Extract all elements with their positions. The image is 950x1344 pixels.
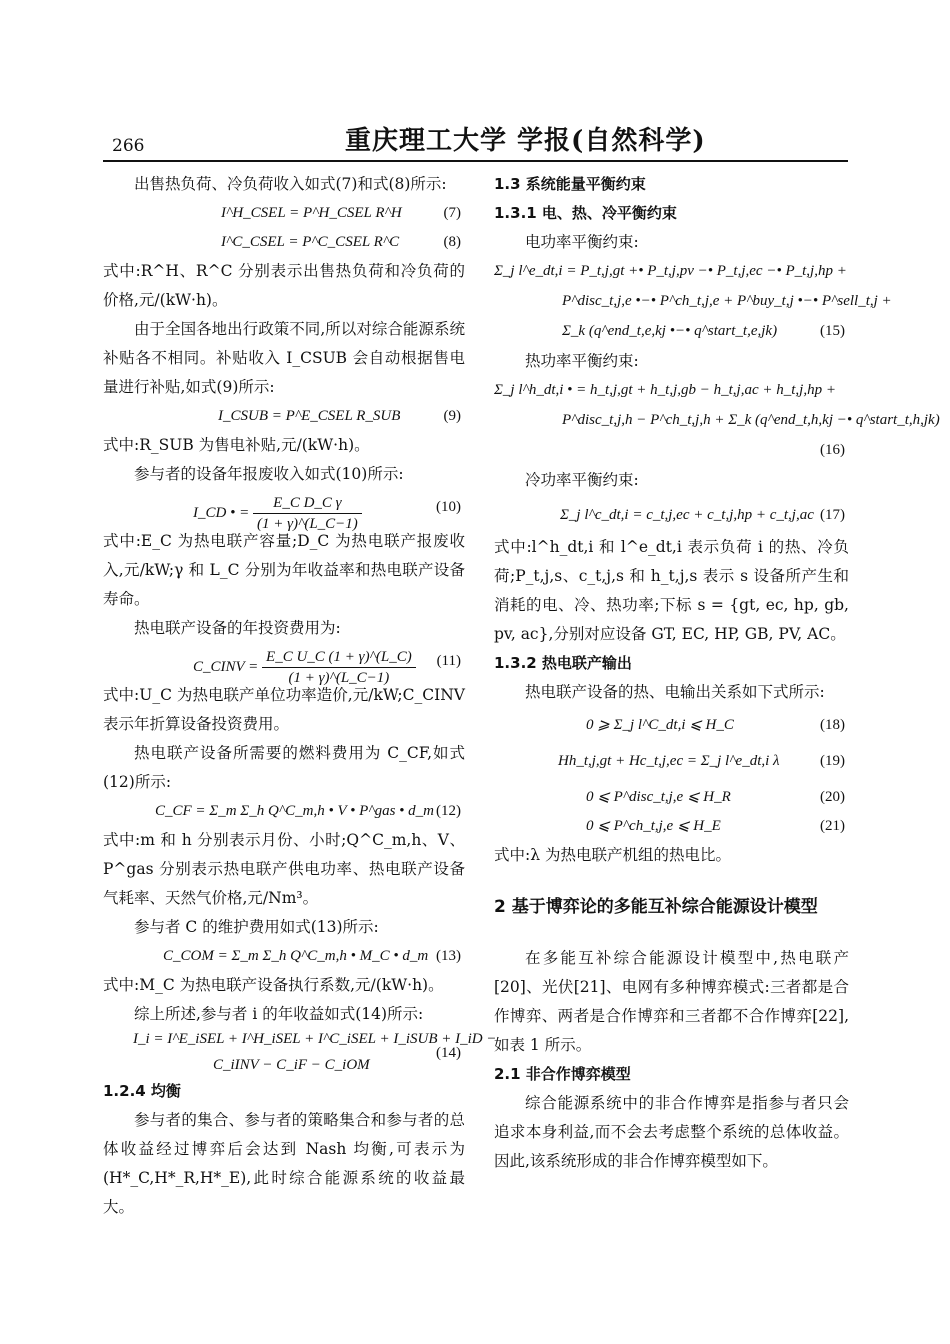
fraction-denominator: (1 + γ)^(L_C−1)	[256, 516, 358, 532]
equation-number: (19)	[820, 753, 845, 769]
paragraph: 由于全国各地出行政策不同,所以对综合能源系统补贴各不相同。补贴收入 I_CSUB 会自动根据售电量进行补贴,如式(9)所示:	[103, 320, 465, 396]
subsection-heading: 2.1 非合作博弈模型	[494, 1065, 631, 1083]
equation-number: (17)	[820, 507, 845, 523]
equation-8	[103, 228, 465, 257]
equation-19	[494, 745, 849, 783]
equation-body: I^H_CSEL = P^H_CSEL R^H	[221, 205, 402, 221]
paragraph: 式中:m 和 h 分别表示月份、小时;Q^C_m,h、V、P^gas 分别表示热电联产供电功率、热电联产设备气耗率、天然气价格,元/Nm³。	[103, 831, 465, 907]
equation-9	[103, 402, 465, 431]
paragraph: 在多能互补综合能源设计模型中,热电联产[20]、光伏[21]、电网有多种博弈模式:三者都是合作博弈、两者是合作博弈和三者都不合作博弈[22],如表 1 所示。	[494, 949, 849, 1054]
equation-number: (11)	[436, 653, 461, 669]
page-number: 266	[112, 136, 145, 156]
subsection-heading: 1.3.2 热电联产输出	[494, 654, 632, 672]
equation-body: I_CSUB = P^E_CSEL R_SUB	[218, 408, 401, 424]
equation-number: (20)	[820, 789, 845, 805]
paragraph: 式中:λ 为热电联产机组的热电比。	[494, 846, 731, 864]
equation-number: (21)	[820, 818, 845, 834]
equation-10	[103, 489, 465, 532]
equation-body: C_CF = Σ_m Σ_h Q^C_m,h • V • P^gas • d_m	[155, 803, 435, 819]
paragraph: 出售热负荷、冷负荷收入如式(7)和式(8)所示:	[134, 175, 447, 193]
equation-body: 0 ⩽ P^ch_t,j,e ⩽ H_E	[586, 818, 721, 834]
right-column	[494, 170, 940, 1176]
equation-15	[494, 257, 892, 347]
equation-number: (8)	[443, 234, 461, 250]
paragraph: 式中:R_SUB 为售电补贴,元/(kW·h)。	[103, 436, 370, 454]
spacer	[494, 922, 849, 944]
paragraph: 综合能源系统中的非合作博弈是指参与者只会追求本身利益,而不会去考虑整个系统的总体收益。因此,该系统形成的非合作博弈模型如下。	[494, 1094, 849, 1170]
equation-body: 0 ⩽ P^disc_t,j,e ⩽ H_R	[586, 789, 731, 805]
equation-number: (7)	[443, 205, 461, 221]
equation-body: Σ_j l^h_dt,i • = h_t,j,gt + h_t,j,gb − h_t,j,ac + h_t,j,hp +	[494, 382, 836, 398]
equation-number: (14)	[436, 1045, 461, 1061]
fraction-denominator: (1 + γ)^(L_C−1)	[288, 670, 390, 686]
paragraph: 式中:l^h_dt,i 和 l^e_dt,i 表示负荷 i 的热、冷负荷;P_t,j,s、c_t,j,s 和 h_t,j,s 表示 s 设备所产生和消耗的电、冷、热功率;下标 s = {gt, ec, hp, gb, pv, ac},分别对应设备 GT, EC, HP, GB, PV, AC。	[494, 538, 849, 643]
paragraph: 热功率平衡约束:	[525, 352, 639, 370]
paragraph: 热电联产设备所需要的燃料费用为 C_CF,如式(12)所示:	[103, 744, 465, 791]
subsection-heading: 1.2.4 均衡	[103, 1082, 181, 1100]
paragraph: 综上所述,参与者 i 的年收益如式(14)所示:	[134, 1005, 424, 1023]
left-column	[103, 170, 497, 1222]
equation-body: I_i = I^E_iSEL + I^H_iSEL + I^C_iSEL + I_iSUB + I_iD −	[133, 1031, 497, 1047]
paragraph: 参与者的集合、参与者的策略集合和参与者的总体收益经过博弈后会达到 Nash 均衡,可表示为(H*_C,H*_R,H*_E),此时综合能源系统的收益最大。	[103, 1111, 465, 1216]
equation-13	[103, 942, 465, 971]
equation-body-continued: Σ_k (q^end_t,e,kj •−• q^start_t,e,jk)	[562, 323, 778, 339]
equation-body: 0 ⩾ Σ_j l^C_dt,i ⩽ H_C	[586, 717, 734, 733]
journal-title: 重庆理工大学 学报(自然科学)	[345, 126, 706, 156]
equation-7	[103, 199, 465, 228]
subsection-heading: 1.3.1 电、热、冷平衡约束	[494, 204, 677, 222]
fraction	[262, 647, 416, 688]
paragraph: 式中:E_C 为热电联产容量;D_C 为热电联产报废收入,元/kW;γ 和 L_C 分别为年收益率和热电联产设备寿命。	[103, 532, 465, 608]
equation-21	[494, 812, 849, 841]
paragraph: 热电联产设备的热、电输出关系如下式所示:	[525, 683, 825, 701]
equation-lhs: I_CD • =	[193, 504, 250, 521]
section-heading: 1.3 系统能量平衡约束	[494, 175, 646, 193]
paragraph: 参与者的设备年报废收入如式(10)所示:	[134, 465, 404, 483]
paragraph: 式中:M_C 为热电联产设备执行系数,元/(kW·h)。	[103, 976, 444, 994]
equation-number: (12)	[436, 803, 461, 819]
equation-20	[494, 783, 849, 812]
equation-number: (15)	[820, 323, 845, 339]
spacer	[494, 870, 849, 892]
equation-16	[494, 376, 940, 466]
paragraph: 电功率平衡约束:	[525, 233, 639, 251]
paragraph: 式中:R^H、R^C 分别表示出售热负荷和冷负荷的价格,元/(kW·h)。	[103, 262, 465, 309]
equation-body: C_COM = Σ_m Σ_h Q^C_m,h • M_C • d_m	[163, 948, 429, 964]
equation-number: (9)	[443, 408, 461, 424]
equation-lhs: C_CINV =	[193, 658, 259, 675]
equation-body: Σ_j l^c_dt,i = c_t,j,ec + c_t,j,hp + c_t,j,ac	[560, 507, 814, 523]
equation-body: I^C_CSEL = P^C_CSEL R^C	[221, 234, 400, 250]
header-rule	[103, 160, 848, 162]
equation-12	[103, 797, 465, 826]
equation-body-continued: C_iINV − C_iF − C_iOM	[213, 1057, 370, 1073]
equation-body: Σ_j l^e_dt,i = P_t,j,gt +• P_t,j,pv −• P_t,j,ec −• P_t,j,hp +	[494, 263, 847, 279]
section-heading: 2 基于博弈论的多能互补综合能源设计模型	[494, 897, 818, 917]
paragraph: 热电联产设备的年投资费用为:	[134, 619, 341, 637]
equation-number: (16)	[820, 442, 845, 458]
paragraph: 式中:U_C 为热电联产单位功率造价,元/kW;C_CINV 表示年折算设备投资费用。	[103, 686, 465, 733]
equation-body-continued: P^disc_t,j,e •−• P^ch_t,j,e + P^buy_t,j •−• P^sell_t,j +	[562, 293, 892, 309]
equation-number: (10)	[436, 499, 461, 515]
equation-body-continued: P^disc_t,j,h − P^ch_t,j,h + Σ_k (q^end_t,h,kj −• q^start_t,h,jk)	[562, 412, 940, 428]
paragraph: 冷功率平衡约束:	[525, 471, 639, 489]
equation-18	[494, 707, 849, 745]
paragraph: 参与者 C 的维护费用如式(13)所示:	[134, 918, 379, 936]
fraction-numerator: E_C U_C (1 + γ)^(L_C)	[262, 647, 416, 668]
fraction	[253, 493, 362, 534]
equation-number: (13)	[436, 948, 461, 964]
equation-17	[494, 495, 849, 533]
equation-number: (18)	[820, 717, 845, 733]
fraction-numerator: E_C D_C γ	[253, 493, 362, 514]
equation-body: Hh_t,j,gt + Hc_t,j,ec = Σ_j l^e_dt,i λ	[558, 753, 780, 769]
equation-14	[103, 1029, 497, 1077]
equation-11	[103, 643, 465, 686]
